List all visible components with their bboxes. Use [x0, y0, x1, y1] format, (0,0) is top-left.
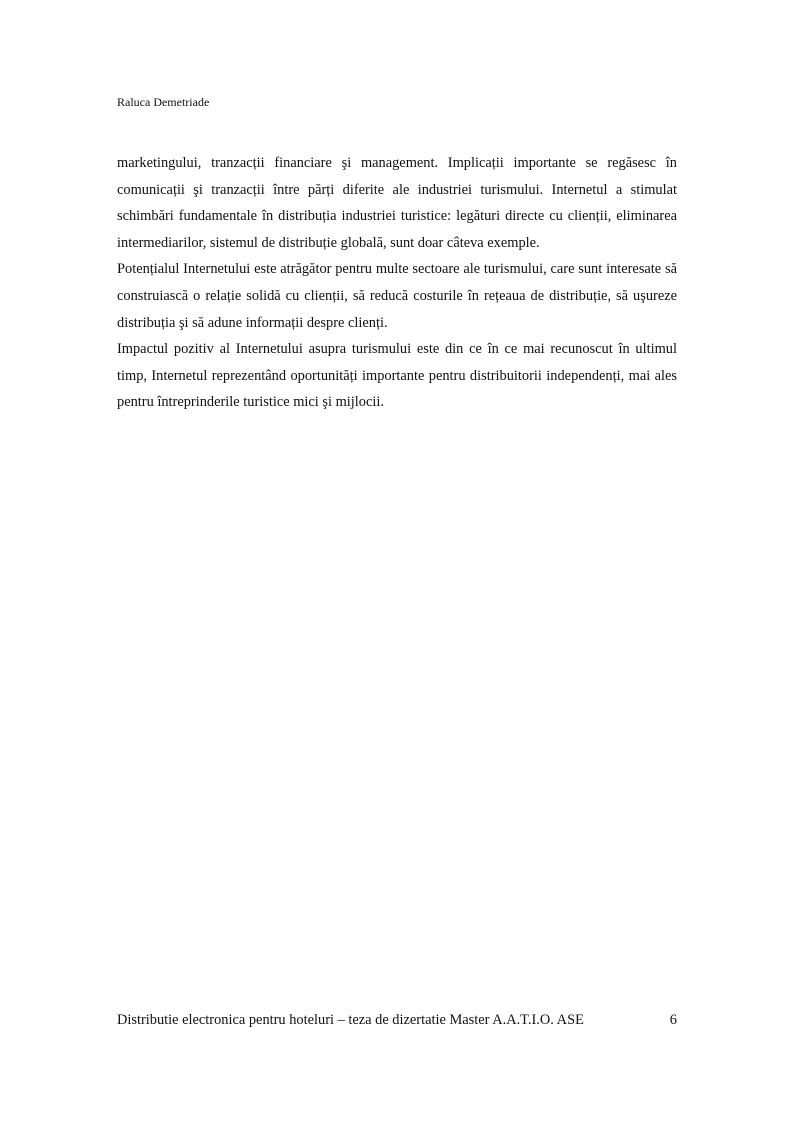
- page-number: 6: [669, 1012, 677, 1028]
- paragraph: marketingului, tranzacții financiare şi management. Implicații importante se regăsesc în comunicații şi tranzacții între părți diferite ale industriei turismului. Internetul a stimulat schimbări fundamentale în distribuția industriei turistice: legături directe cu clienții, eliminarea intermediarilor, sistemul de distribuție globală, sunt doar câteva exemple.: [117, 155, 677, 251]
- footer-title: Distributie electronica pentru hoteluri – teza de dizertatie Master A.A.T.I.O. ASE: [117, 1012, 584, 1028]
- paragraph: Potențialul Internetului este atrăgător pentru multe sectoare ale turismului, care sunt interesate să construiască o relație solidă cu clienții, să reducă costurile în rețeaua de distribuție, să uşureze distribuția şi să adune informații despre clienți.: [117, 261, 677, 331]
- page-footer: [117, 1010, 677, 1030]
- running-header-author: Raluca Demetriade: [117, 95, 210, 109]
- paragraph: Impactul pozitiv al Internetului asupra turismului este din ce în ce mai recunoscut în ultimul timp, Internetul reprezentând oportunități importante pentru distribuitorii independenți, mai ales pentru întreprinderile turistice mici şi mijlocii.: [117, 341, 677, 411]
- body-text: [117, 150, 677, 416]
